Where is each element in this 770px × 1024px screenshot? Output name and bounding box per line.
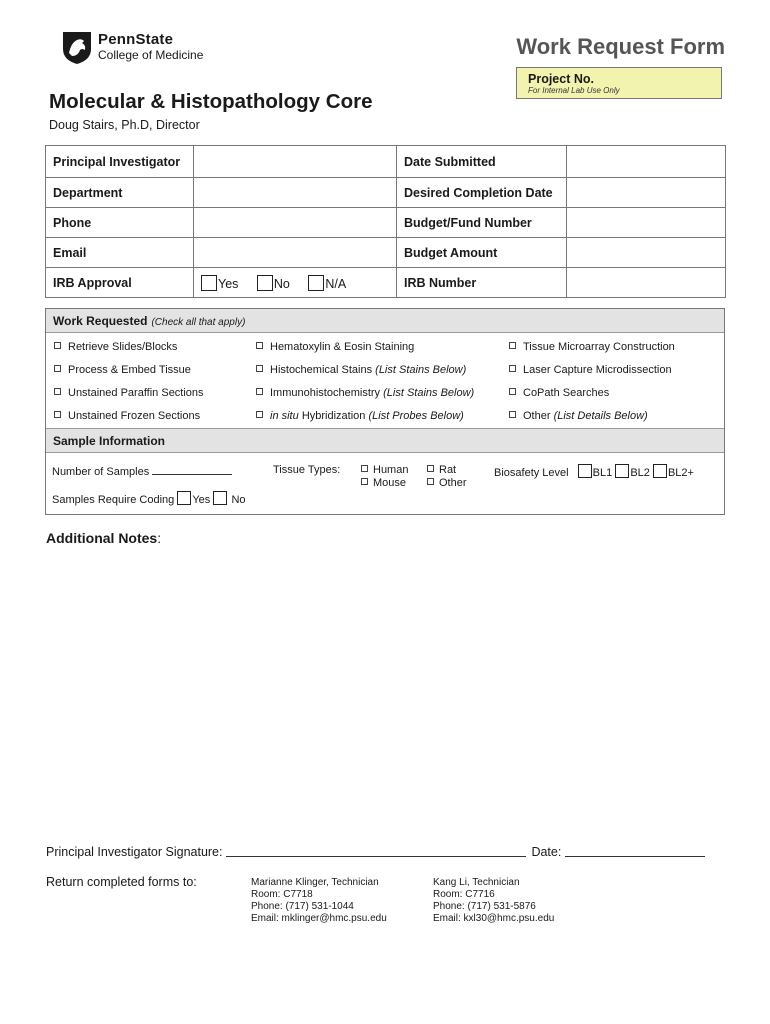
contact-li: Kang Li, Technician Room: C7716 Phone: (717) 531-5876 Email: kxl30@hmc.psu.edu [433, 877, 555, 924]
samples-require-coding: Samples Require Coding Yes No [52, 491, 246, 506]
desired-completion-label: Desired Completion Date [397, 178, 567, 208]
checkbox-icon[interactable] [578, 464, 592, 478]
checkbox-icon[interactable] [177, 491, 191, 505]
biosafety-bl2[interactable]: BL2 [615, 467, 650, 479]
checkbox-icon[interactable] [361, 478, 368, 485]
checkbox-icon[interactable] [256, 388, 263, 395]
work-requested-header [46, 309, 724, 333]
form-title: Work Request Form [516, 34, 725, 59]
checkbox-icon[interactable] [361, 465, 368, 472]
sample-information-header [46, 428, 724, 453]
contact-klinger: Marianne Klinger, Technician Room: C7718 Phone: (717) 531-1044 Email: mklinger@hmc.psu.edu [251, 877, 387, 924]
irb-approval-options [194, 268, 397, 298]
director-name: Doug Stairs, Ph.D, Director [49, 118, 200, 132]
checkbox-icon[interactable] [427, 465, 434, 472]
budget-amount-field[interactable] [567, 238, 726, 268]
tissue-other[interactable]: Other [427, 477, 467, 489]
coding-no-option[interactable]: No [213, 494, 245, 506]
biosafety-bl1[interactable]: BL1 [578, 467, 613, 479]
budget-amount-label: Budget Amount [397, 238, 567, 268]
tissue-human[interactable]: Human [361, 464, 408, 476]
work-requested-title: Work Requested [53, 314, 148, 328]
checkbox-icon[interactable] [54, 365, 61, 372]
department-label: Department [46, 178, 194, 208]
sample-information-title: Sample Information [53, 434, 166, 448]
signature-date-label: Date: [531, 845, 562, 859]
checkbox-icon[interactable] [509, 411, 516, 418]
irb-yes-checkbox[interactable] [201, 275, 217, 291]
checkbox-icon[interactable] [509, 388, 516, 395]
work-item-tissue-microarray[interactable]: Tissue Microarray Construction [509, 341, 675, 353]
email-label: Email [46, 238, 194, 268]
number-of-samples[interactable]: Number of Samples [52, 464, 232, 478]
return-label: Return completed forms to: [46, 875, 197, 889]
work-item-process-embed[interactable]: Process & Embed Tissue [54, 364, 191, 376]
tissue-rat[interactable]: Rat [427, 464, 456, 476]
work-item-retrieve-slides[interactable]: Retrieve Slides/Blocks [54, 341, 177, 353]
penn-state-shield-logo [62, 31, 92, 65]
work-item-other[interactable]: Other (List Details Below) [509, 410, 648, 422]
tissue-types-label: Tissue Types: [273, 464, 341, 476]
project-number-label: Project No. [528, 72, 594, 86]
budget-fund-field[interactable] [567, 208, 726, 238]
checkbox-icon[interactable] [427, 478, 434, 485]
signature-row [46, 845, 705, 859]
checkbox-icon[interactable] [213, 491, 227, 505]
checkbox-icon[interactable] [54, 411, 61, 418]
email-field[interactable] [194, 238, 397, 268]
pi-signature-label: Principal Investigator Signature: [46, 845, 223, 859]
project-number-box[interactable] [516, 67, 722, 99]
irb-na-option[interactable]: N/A [308, 277, 346, 291]
irb-yes-option[interactable]: Yes [201, 277, 238, 291]
checkbox-icon[interactable] [653, 464, 667, 478]
irb-na-checkbox[interactable] [308, 275, 324, 291]
work-item-histochemical-stains[interactable]: Histochemical Stains (List Stains Below) [256, 364, 466, 376]
pi-signature-line[interactable] [226, 845, 526, 857]
irb-no-checkbox[interactable] [257, 275, 273, 291]
pi-label: Principal Investigator [46, 146, 194, 178]
additional-notes-area[interactable] [46, 555, 724, 830]
irb-no-option[interactable]: No [257, 277, 290, 291]
checkbox-icon[interactable] [256, 411, 263, 418]
phone-field[interactable] [194, 208, 397, 238]
coding-yes-option[interactable]: Yes [177, 494, 210, 506]
checkbox-icon[interactable] [615, 464, 629, 478]
checkbox-icon[interactable] [256, 342, 263, 349]
work-item-frozen-sections[interactable]: Unstained Frozen Sections [54, 410, 200, 422]
date-submitted-label: Date Submitted [397, 146, 567, 178]
checkbox-icon[interactable] [54, 388, 61, 395]
checkbox-icon[interactable] [509, 365, 516, 372]
work-item-laser-capture[interactable]: Laser Capture Microdissection [509, 364, 672, 376]
number-of-samples-line[interactable] [152, 464, 232, 475]
request-info-table [45, 145, 726, 298]
signature-date-line[interactable] [565, 845, 705, 857]
work-item-paraffin-sections[interactable]: Unstained Paraffin Sections [54, 387, 204, 399]
work-requested-subtitle: (Check all that apply) [151, 317, 246, 328]
checkbox-icon[interactable] [509, 342, 516, 349]
work-item-immunohistochemistry[interactable]: Immunohistochemistry (List Stains Below) [256, 387, 474, 399]
irb-number-field[interactable] [567, 268, 726, 298]
phone-label: Phone [46, 208, 194, 238]
biosafety-level: Biosafety Level BL1 BL2 BL2+ [494, 464, 694, 479]
work-item-in-situ-hybridization[interactable]: in situ Hybridization (List Probes Below) [256, 410, 464, 422]
core-title: Molecular & Histopathology Core [49, 90, 373, 113]
desired-completion-field[interactable] [567, 178, 726, 208]
work-item-he-staining[interactable]: Hematoxylin & Eosin Staining [256, 341, 414, 353]
logo-subtitle: College of Medicine [98, 48, 204, 62]
additional-notes-label: Additional Notes: [46, 530, 162, 546]
irb-approval-label: IRB Approval [46, 268, 194, 298]
budget-fund-label: Budget/Fund Number [397, 208, 567, 238]
date-submitted-field[interactable] [567, 146, 726, 178]
checkbox-icon[interactable] [256, 365, 263, 372]
department-field[interactable] [194, 178, 397, 208]
project-number-note: For Internal Lab Use Only [528, 86, 620, 95]
work-item-copath-searches[interactable]: CoPath Searches [509, 387, 609, 399]
checkbox-icon[interactable] [54, 342, 61, 349]
logo-name: PennState [98, 31, 174, 48]
pi-field[interactable] [194, 146, 397, 178]
biosafety-bl2plus[interactable]: BL2+ [653, 467, 694, 479]
work-requested-section [45, 308, 725, 515]
irb-number-label: IRB Number [397, 268, 567, 298]
tissue-mouse[interactable]: Mouse [361, 477, 406, 489]
